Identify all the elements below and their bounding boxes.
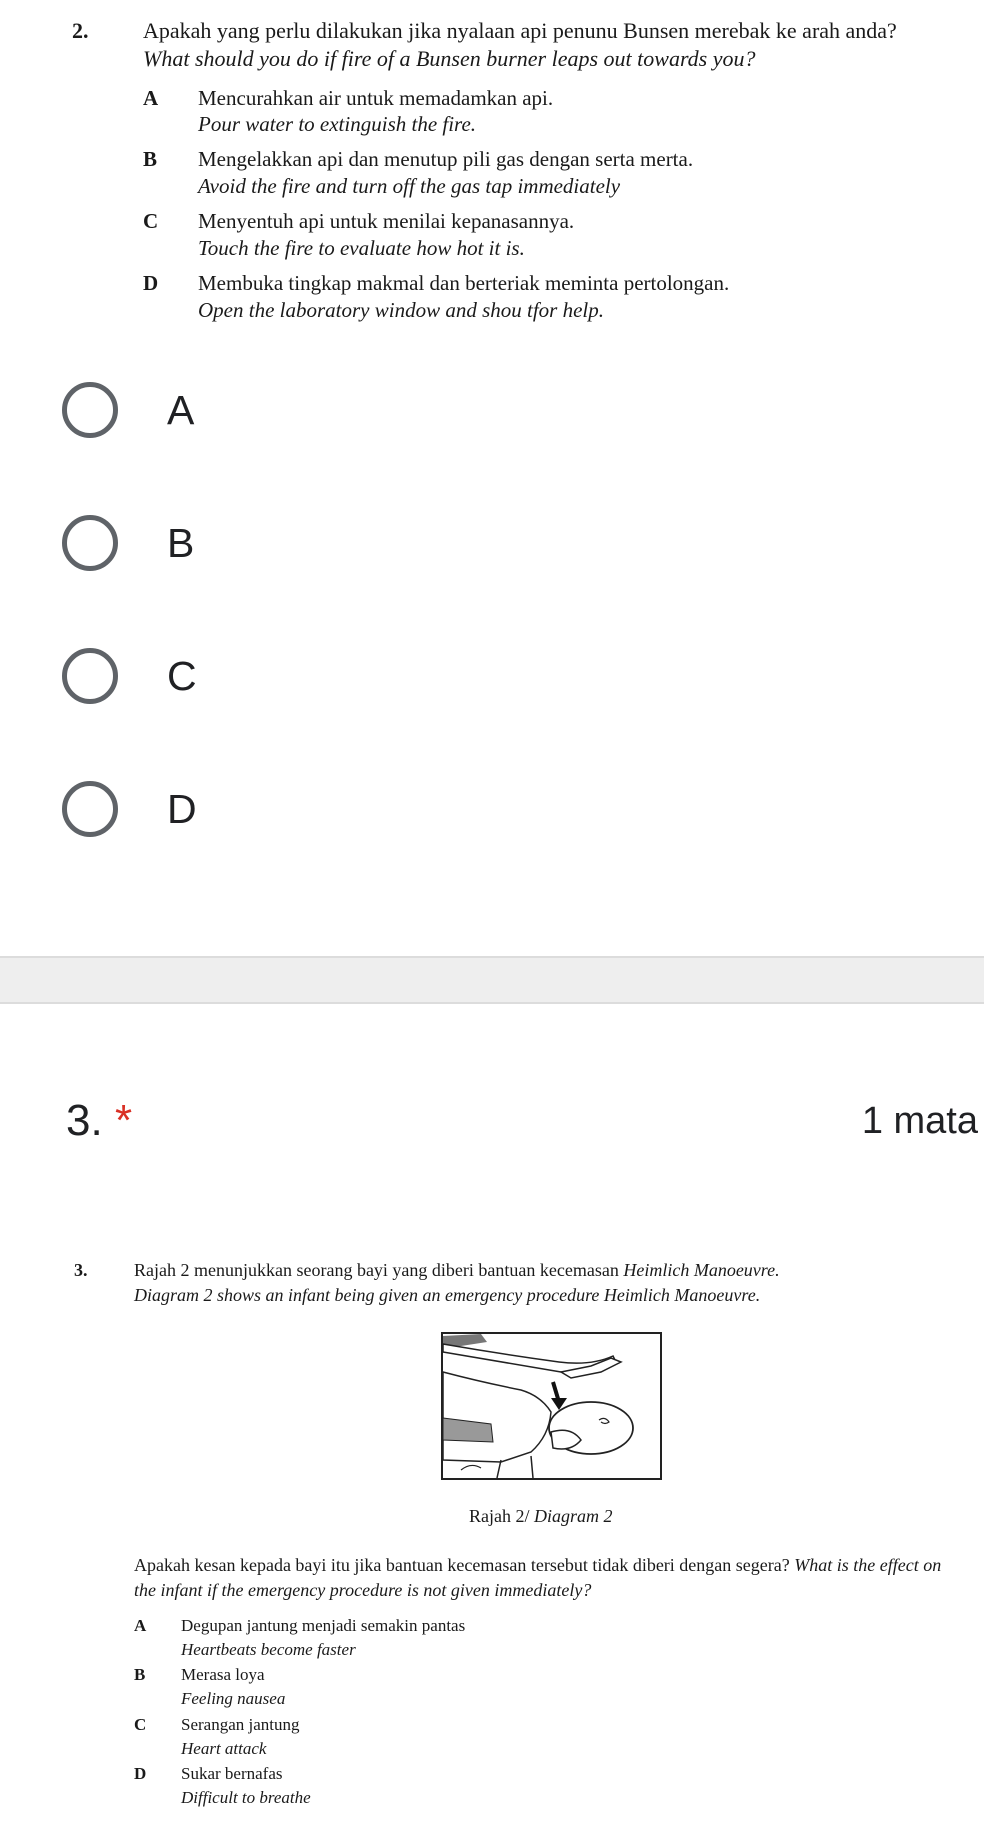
heimlich-diagram bbox=[441, 1332, 662, 1480]
q3-option-d-ms: Sukar bernafas bbox=[181, 1764, 283, 1783]
radio-option-b[interactable] bbox=[62, 508, 942, 578]
question3-points: 1 mata bbox=[861, 1100, 978, 1142]
q3-option-d-en: Difficult to breathe bbox=[181, 1788, 311, 1807]
q3-option-d-letter: D bbox=[134, 1764, 147, 1783]
q3-option-b-letter: B bbox=[134, 1665, 146, 1684]
radio-option-d[interactable] bbox=[62, 774, 942, 844]
question2-text-en: What should you do if fire of a Bunsen burner leaps out towards you? bbox=[143, 46, 756, 71]
q2-option-a-en: Pour water to extinguish the fire. bbox=[198, 112, 477, 136]
q3-option-a-letter: A bbox=[134, 1616, 147, 1635]
q2-option-d-ms: Membuka tingkap makmal dan berteriak meminta pertolongan. bbox=[198, 271, 730, 295]
question3-question-ms: Apakah kesan kepada bayi itu jika bantuan kecemasan tersebut tidak diberi dengan segera? bbox=[134, 1555, 795, 1575]
radio-circle-a[interactable] bbox=[62, 382, 118, 438]
section-separator bbox=[0, 956, 984, 1004]
diagram-caption-en: Diagram 2 bbox=[534, 1506, 613, 1526]
q3-option-c-en: Heart attack bbox=[181, 1739, 267, 1758]
question3-title bbox=[66, 1096, 132, 1146]
q2-option-c-en: Touch the fire to evaluate how hot it is. bbox=[198, 236, 525, 260]
card-bottom-edge bbox=[0, 936, 984, 956]
question3-question bbox=[134, 1553, 964, 1603]
q3-option-b-en: Feeling nausea bbox=[181, 1689, 286, 1708]
required-marker: * bbox=[114, 1096, 133, 1145]
radio-circle-b[interactable] bbox=[62, 515, 118, 571]
diagram-caption-ms: Rajah 2/ bbox=[469, 1506, 534, 1526]
question3-text-en: Diagram 2 shows an infant being given an emergency procedure Heimlich Manoeuvre. bbox=[134, 1285, 761, 1305]
question3-text-ms-plain: Rajah 2 menunjukkan seorang bayi yang diberi bantuan kecemasan bbox=[134, 1260, 624, 1280]
diagram-caption bbox=[469, 1506, 613, 1527]
question3-question-en: What is the effect on the infant if the emergency procedure is not given immediately? bbox=[134, 1555, 942, 1600]
radio-label-a: A bbox=[167, 386, 195, 433]
q3-option-b-ms: Merasa loya bbox=[181, 1665, 265, 1684]
q2-option-d-en: Open the laboratory window and shou tfor help. bbox=[198, 298, 604, 322]
radio-circle-c[interactable] bbox=[62, 648, 118, 704]
q2-option-b-en: Avoid the fire and turn off the gas tap immediately bbox=[198, 174, 621, 198]
q2-option-b-letter: B bbox=[143, 147, 158, 171]
question3-image-number: 3. bbox=[74, 1260, 88, 1280]
radio-label-b: B bbox=[167, 519, 195, 566]
radio-option-c[interactable] bbox=[62, 641, 942, 711]
q2-option-a-letter: A bbox=[143, 86, 159, 110]
q2-option-c-ms: Menyentuh api untuk menilai kepanasannya. bbox=[198, 209, 575, 233]
q2-option-a-ms: Mencurahkan air untuk memadamkan api. bbox=[198, 86, 554, 110]
q3-option-a-ms: Degupan jantung menjadi semakin pantas bbox=[181, 1616, 466, 1635]
q3-option-c-ms: Serangan jantung bbox=[181, 1715, 300, 1734]
q2-option-b-ms: Mengelakkan api dan menutup pili gas dengan serta merta. bbox=[198, 147, 694, 171]
question3-text-ms bbox=[134, 1260, 780, 1281]
question2-text-ms: Apakah yang perlu dilakukan jika nyalaan api penunu Bunsen merebak ke arah anda? bbox=[143, 18, 897, 43]
radio-label-c: C bbox=[167, 652, 197, 699]
q2-option-c-letter: C bbox=[143, 209, 159, 233]
question2-number: 2. bbox=[72, 18, 89, 43]
radio-label-d: D bbox=[167, 785, 197, 832]
q3-option-c-letter: C bbox=[134, 1715, 147, 1734]
question3-number: 3. bbox=[66, 1096, 103, 1145]
radio-circle-d[interactable] bbox=[62, 781, 118, 837]
q2-option-d-letter: D bbox=[143, 271, 159, 295]
radio-option-a[interactable] bbox=[62, 375, 942, 445]
question3-text-ms-italic: Heimlich Manoeuvre. bbox=[623, 1260, 780, 1280]
q3-option-a-en: Heartbeats become faster bbox=[181, 1640, 356, 1659]
